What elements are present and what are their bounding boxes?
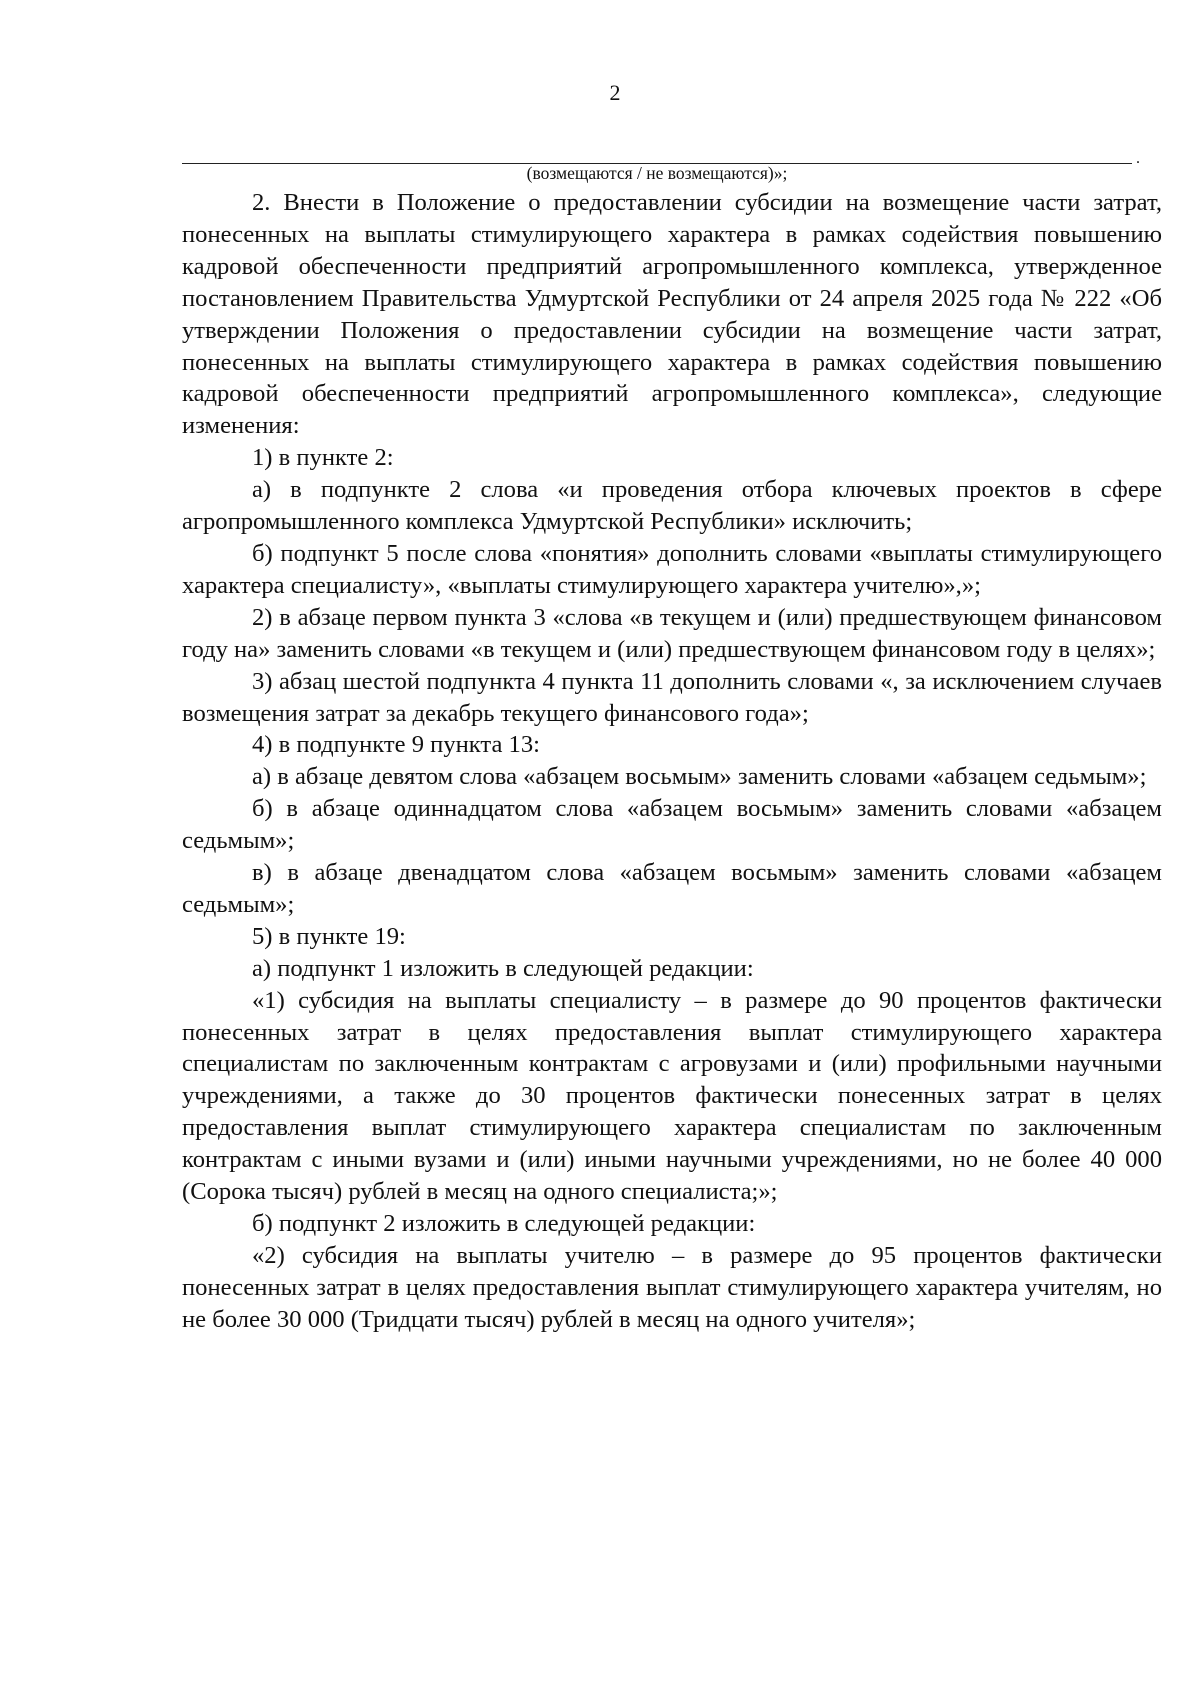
paragraph-item-4a: а) в абзаце девятом слова «абзацем восьмым» заменить словами «абзацем седьмым»; — [252, 763, 1147, 791]
paragraph-item-4: 4) в подпункте 9 пункта 13: — [252, 731, 540, 759]
paragraph-subsidy-specialist: «1) субсидия на выплаты специалисту – в размере до 90 процентов фактически понесенных затрат в целях предоставления выплат стимулирующего характера специалистам по заключенным контрактам с агровузами и (или) профильными научными учреждениями, а также до 30 процентов фактически понесенных затрат в целях предоставления выплат стимулирующего характера специалистам по заключенным контрактам с иными вузами и (или) иными научными учреждениями, но не более 40 000 (Сорока тысяч) рублей в месяц на одного специалиста;»; — [182, 986, 1162, 1206]
page-number: 2 — [609, 80, 621, 105]
paragraph-item-1b: б) подпункт 5 после слова «понятия» дополнить словами «выплаты стимулирующего характера специалисту», «выплаты стимулирующего характера учителю»,»; — [182, 539, 1162, 599]
paragraph-item-1a: а) в подпункте 2 слова «и проведения отбора ключевых проектов в сфере агропромышленного комплекса Удмуртской Республики» исключить; — [182, 476, 1162, 536]
paragraph-item-4b: б) в абзаце одиннадцатом слова «абзацем восьмым» заменить словами «абзацем седьмым»; — [182, 795, 1162, 855]
paragraph-item-5b: б) подпункт 2 изложить в следующей редакции: — [252, 1210, 756, 1237]
paragraph-item-5a: а) подпункт 1 изложить в следующей редакции: — [252, 954, 754, 982]
paragraph-amendment-intro: 2. Внести в Положение о предоставлении субсидии на возмещение части затрат, понесенных на выплаты стимулирующего характера в рамках содействия повышению кадровой обеспеченности предприятий агропромышленного комплекса, утвержденное постановлением Правительства Удмуртской Республики от 24 апреля 2025 года № 222 «Об утверждении Положения о предоставлении субсидии на возмещение части затрат, понесенных на выплаты стимулирующего характера в рамках содействия повышению кадровой обеспеченности предприятий агропромышленного комплекса», следующие изменения: — [182, 189, 1162, 440]
paragraph-item-4c: в) в абзаце двенадцатом слова «абзацем восьмым» заменить словами «абзацем седьмым»; — [182, 859, 1162, 918]
paragraph-subsidy-teacher: «2) субсидия на выплаты учителю – в размере до 95 процентов фактически понесенных затрат в целях предоставления выплат стимулирующего характера учителям, но не более 30 000 (Тридцати тысяч) рублей в месяц на одного учителя»; — [182, 1241, 1162, 1333]
paragraph-item-3: 3) абзац шестой подпункта 4 пункта 11 дополнить словами «, за исключением случаев возмещения затрат за декабрь текущего финансового года»; — [182, 667, 1162, 727]
paragraph-item-5: 5) в пункте 19: — [252, 922, 406, 950]
rule-dot: . — [1136, 150, 1140, 167]
paragraph-item-2: 2) в абзаце первом пункта 3 «слова «в текущем и (или) предшествующем финансовом году на» заменить словами «в текущем и (или) предшествующем финансовом году в целях»; — [182, 603, 1162, 663]
document-body — [182, 187, 1162, 1336]
rule-caption: (возмещаются / не возмещаются)»; — [526, 163, 788, 183]
paragraph-item-1: 1) в пункте 2: — [252, 444, 394, 472]
